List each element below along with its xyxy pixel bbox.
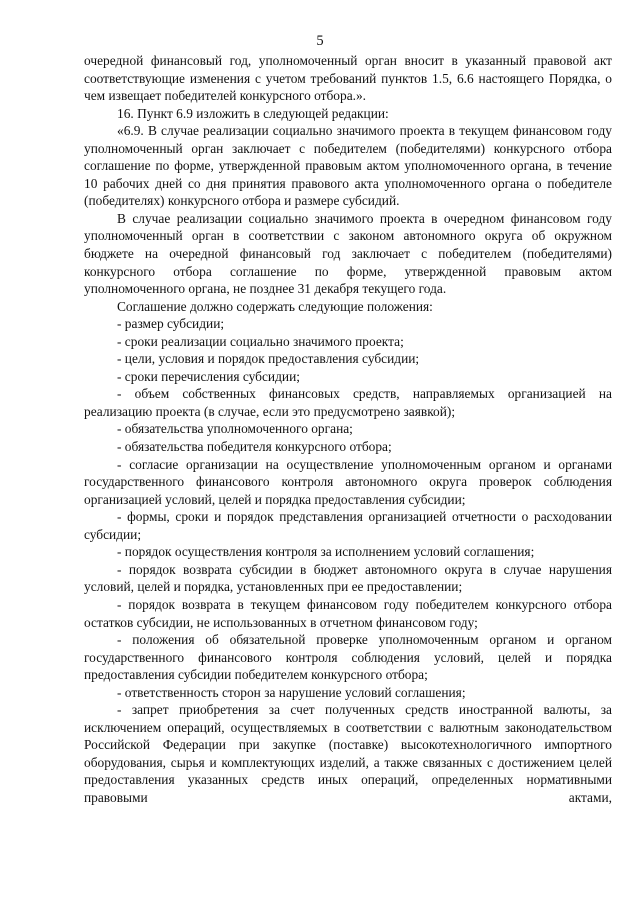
list-item: - порядок осуществления контроля за исполнением условий соглашения; [117,544,535,560]
list-item: - ответственность сторон за нарушение условий соглашения; [117,684,466,700]
list-item: - согласие организации на осуществление уполномоченным органом и органами государственного финансового контроля автономного округа проверок соблюдения организацией условий, целей и порядка предоставления субсидии; [84,456,612,507]
list-item: - обязательства уполномоченного органа; [117,421,353,437]
list-item: - порядок возврата в текущем финансовом году победителем конкурсного отбора остатков субсидии, не использованных в отчетном финансовом году; [84,596,612,630]
list-item-continued: - запрет приобретения за счет полученных средств иностранной валюты, за исключением операций, осуществляемых в соответствии с валютным законодательством Российской Федерации при закупке (поставке) высокотехнологичного импортного оборудования, сырья и комплектующих изделий, а также связанных с достижением целей предоставления указанных средств иных операций, определенных нормативными правовыми актами, [84,702,612,805]
list-item: - сроки перечисления субсидии; [117,368,300,384]
paragraph-6-9: «6.9. В случае реализации социально значимого проекта в текущем финансовом году уполномоченный орган заключает с победителем (победителями) конкурсного отбора соглашение по форме, утвержденной правовым актом уполномоченного органа, в течение 10 рабочих дней со дня принятия правового акта уполномоченного органа о победителе (победителях) конкурсного отбора и размере субсидий. [84,123,612,209]
list-item: - цели, условия и порядок предоставления субсидии; [117,351,420,367]
document-body [84,52,612,807]
paragraph-next-year: В случае реализации социально значимого проекта в очередном финансовом году уполномоченный орган в соответствии с законом автономного округа об окружном бюджете на очередной финансовый год заключает с победителем (победителями) конкурсного отбора соглашение по форме, утвержденной правовым актом уполномоченного органа, не позднее 31 декабря текущего года. [84,210,612,297]
page-number: 5 [316,33,324,49]
paragraph-continuation: очередной финансовый год, уполномоченный орган вносит в указанный правовой акт соответствующие изменения с учетом требований пунктов 1.5, 6.6 настоящего Порядка, о чем извещает победителей конкурсного отбора.». [84,53,612,104]
list-item: - объем собственных финансовых средств, направляемых организацией на реализацию проекта (в случае, если это предусмотрено заявкой); [84,386,612,419]
list-item: - сроки реализации социально значимого проекта; [117,333,404,349]
paragraph-point-16: 16. Пункт 6.9 изложить в следующей редакции: [117,105,389,121]
list-item: - порядок возврата субсидии в бюджет автономного округа в случае нарушения условий, целей и порядка, установленных при ее предоставлении; [84,561,612,595]
list-item: - размер субсидии; [117,316,225,332]
list-item: - формы, сроки и порядок представления организацией отчетности о расходовании субсидии; [84,509,612,542]
list-item: - положения об обязательной проверке уполномоченным органом и органом государственного финансового контроля соблюдения условий, целей и порядка предоставления субсидии победителем конкурсного отбора; [84,632,612,683]
paragraph-agreement-intro: Соглашение должно содержать следующие положения: [117,298,433,314]
list-item: - обязательства победителя конкурсного отбора; [117,439,392,455]
